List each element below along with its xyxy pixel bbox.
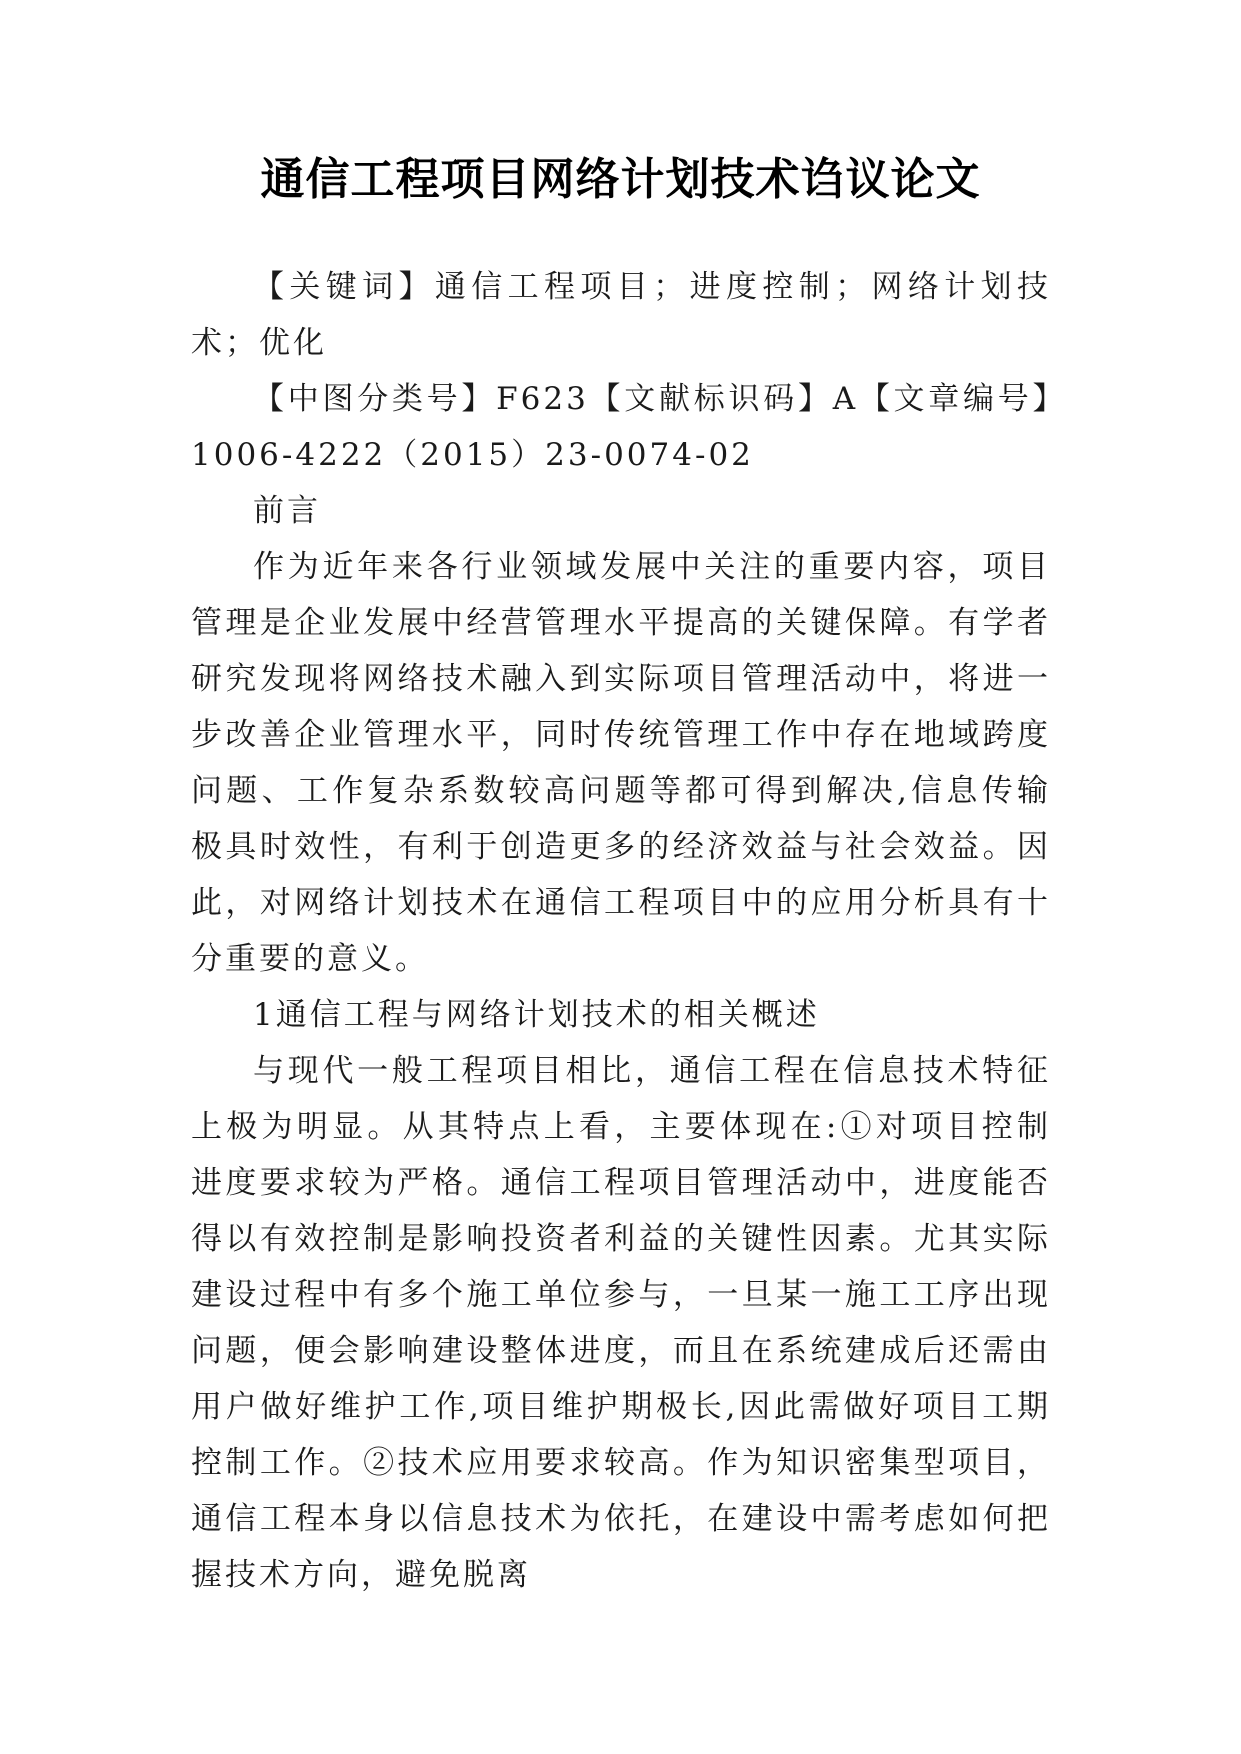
document-body (191, 259, 1051, 1603)
preface-heading: 前言 (253, 493, 321, 529)
preface-paragraph: 作为近年来各行业领域发展中关注的重要内容，项目管理是企业发展中经营管理水平提高的关键保障。有学者研究发现将网络技术融入到实际项目管理活动中，将进一步改善企业管理水平，同时传统管理工作中存在地域跨度问题、工作复杂系数较高问题等都可得到解决,信息传输极具时效性，有利于创造更多的经济效益与社会效益。因此，对网络计划技术在通信工程项目中的应用分析具有十分重要的意义。 (191, 549, 1051, 977)
document-title: 通信工程项目网络计划技术诌议论文 (260, 154, 981, 205)
section-1-heading: 1通信工程与网络计划技术的相关概述 (253, 997, 820, 1033)
section-1-paragraph: 与现代一般工程项目相比，通信工程在信息技术特征上极为明显。从其特点上看，主要体现在:①对项目控制进度要求较为严格。通信工程项目管理活动中，进度能否得以有效控制是影响投资者利益的关键性因素。尤其实际建设过程中有多个施工单位参与，一旦某一施工工序出现问题，便会影响建设整体进度，而且在系统建成后还需由用户做好维护工作,项目维护期极长,因此需做好项目工期控制工作。②技术应用要求较高。作为知识密集型项目，通信工程本身以信息技术为依托，在建设中需考虑如何把握技术方向，避免脱离 (191, 1053, 1051, 1593)
keywords-paragraph: 【关键词】通信工程项目；进度控制；网络计划技术；优化 (191, 269, 1051, 361)
classification-paragraph: 【中图分类号】F623【文献标识码】A【文章编号】1006-4222（2015）23-0074-02 (191, 381, 1051, 473)
